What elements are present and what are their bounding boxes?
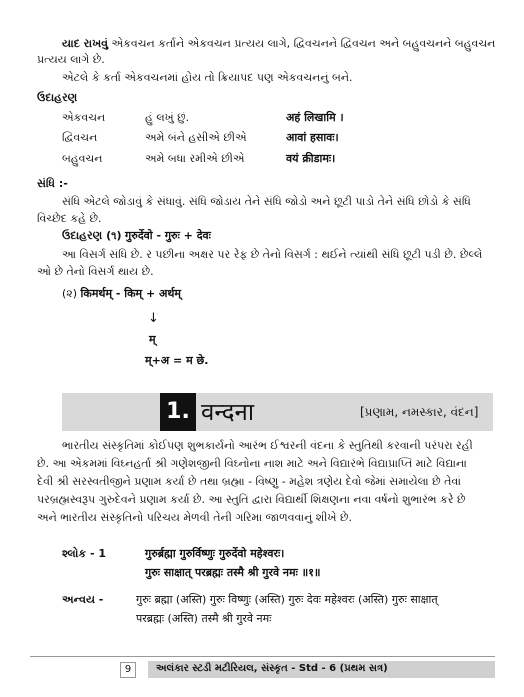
down-arrow-icon: ↓: [148, 311, 159, 326]
example-row-3-label: બહુવચન: [62, 152, 103, 165]
anvay-line-2: परब्रह्मः (अस्ति) तस्मै श्री गुरवे नमः: [136, 612, 272, 625]
sandhi-example-1-eq: गुरुर्देवो - गुरुः + देवः: [125, 229, 211, 242]
sandhi-line-1: સંધિ એટલે જોડાવું કે સંધાવું. સંધિ જોડાય તેને સંધિ જોડો અને છૂટી પાડો તેને સંધિ છોડો કે સંધિ: [62, 195, 471, 208]
remember-line-2: પ્રત્યય લાગે છે.: [37, 53, 105, 66]
anvay-label: અન્વય -: [62, 593, 104, 606]
sandhi-line-3: આ વિસર્ગ સંધિ છે. ર પછીના અક્ષર પર રેફ છે તેનો વિસર્ગ : થઈને ત્યાંથી સંધિ છૂટી પડી છે. છેલ્લે: [62, 248, 483, 261]
remember-text: એકવચન કર્તાને એકવચન પ્રત્યય લાગે, દ્વિવચનને દ્વિવચન અને બહુવચનને બહુવચન: [111, 37, 496, 50]
sandhi-line-2: વિચ્છેદ કહે છે.: [37, 212, 102, 225]
lesson-title: वन्दना: [201, 398, 255, 426]
example-row-2-gujarati: અમે બંને હસીએ છીએ: [145, 131, 247, 144]
example-row-3-sanskrit: वयं क्रीडामः।: [286, 152, 336, 165]
lesson-number: 1.: [160, 393, 196, 431]
sandhi-m-char: म्: [149, 333, 156, 346]
sandhi-example-2-label: (૨): [62, 287, 78, 300]
shloka-line-2: गुरुः साक्षात् परब्रह्मः तस्मै श्री गुरवे नमः ॥१॥: [145, 566, 321, 579]
intro-line-2: છે. આ એકમમાં વિઘ્નહર્તા શ્રી ગણેશજીની વિઘ્નોના નાશ માટે અને વિદ્યારંભે વિદ્યાપ્રાપ્તિ માટે વિદ્યાના: [37, 457, 467, 470]
remember-label: યાદ રાખવું: [62, 37, 108, 50]
lesson-subtitle: [પ્રણામ, નમસ્કાર, વંદન]: [360, 405, 479, 419]
sandhi-example-2: [62, 287, 181, 301]
footer-text: અલંકાર સ્ટડી મટીરિયલ, સંસ્કૃત - Std - 6 (પ્રથમ સત્ર): [156, 663, 388, 674]
shloka-line-1: गुरुर्ब्रह्मा गुरुर्विष्णुः गुरुर्देवो महेश्वरः।: [145, 547, 285, 560]
sandhi-heading: સંધિ :-: [37, 177, 68, 190]
anvay-line-1: गुरुः ब्रह्मा (अस्ति) गुरुः विष्णुः (अस्ति) गुरुः देवः महेश्वरः (अस्ति) गुरुः साक्षात्: [136, 593, 438, 606]
intro-line-3: દેવી શ્રી સરસ્વતીજીને પ્રણામ કર્યા છે તથા બ્રહ્મા - વિષ્ણુ - મહેશ ત્રણેય દેવો જેમાં સમાયેલા છે તેવાં: [37, 475, 461, 488]
intro-line-1: ભારતીય સંસ્કૃતિમાં કોઈપણ શુભકાર્યનો આરંભ ઈશ્વરની વંદના કે સ્તુતિથી કરવાની પરંપરા રહી: [62, 439, 473, 452]
example-row-1-gujarati: હું લખું છું.: [145, 111, 190, 124]
example-row-3-gujarati: અમે બધા રમીએ છીએ: [145, 152, 245, 165]
sandhi-example-1-label: ઉદાહરણ (૧): [62, 229, 122, 242]
remember-line-3: એટલે કે કર્તા એકવચનમાં હોય તો ક્રિયાપદ પણ એકવચનનું બને.: [62, 71, 353, 84]
sandhi-m-result: म्+अ = म छे.: [145, 354, 209, 367]
example-row-1-sanskrit: अहं लिखामि ।: [286, 111, 344, 124]
examples-heading: ઉદાહરણ: [37, 91, 78, 104]
footer-divider: [30, 656, 495, 657]
page-number: 9: [120, 662, 136, 678]
sandhi-example-1: [62, 229, 211, 243]
remember-line-1: [62, 37, 495, 51]
example-row-2-sanskrit: आवां हसावः।: [286, 131, 339, 144]
sandhi-example-2-eq: किमर्थम् - किम् + अर्थम्: [80, 287, 182, 300]
intro-line-5: અને ભારતીય સંસ્કૃતિનો પરિચય મેળવી તેની ગરિમા જાળવવાનું શીખે છે.: [37, 511, 352, 524]
sandhi-line-4: ઓ છે તેનો વિસર્ગ થાય છે.: [37, 265, 154, 278]
shloka-label: શ્લોક - 1: [62, 547, 107, 560]
example-row-2-label: દ્વિવચન: [62, 131, 98, 144]
example-row-1-label: એકવચન: [62, 111, 106, 124]
intro-line-4: પરબ્રહ્મસ્વરૂપ ગુરુદેવને પ્રણામ કર્યા છે. આ સ્તુતિ દ્વારા વિદ્યાર્થી શિક્ષણના નવા વર્ષનો શુભારંભ કરે છે: [37, 493, 466, 506]
